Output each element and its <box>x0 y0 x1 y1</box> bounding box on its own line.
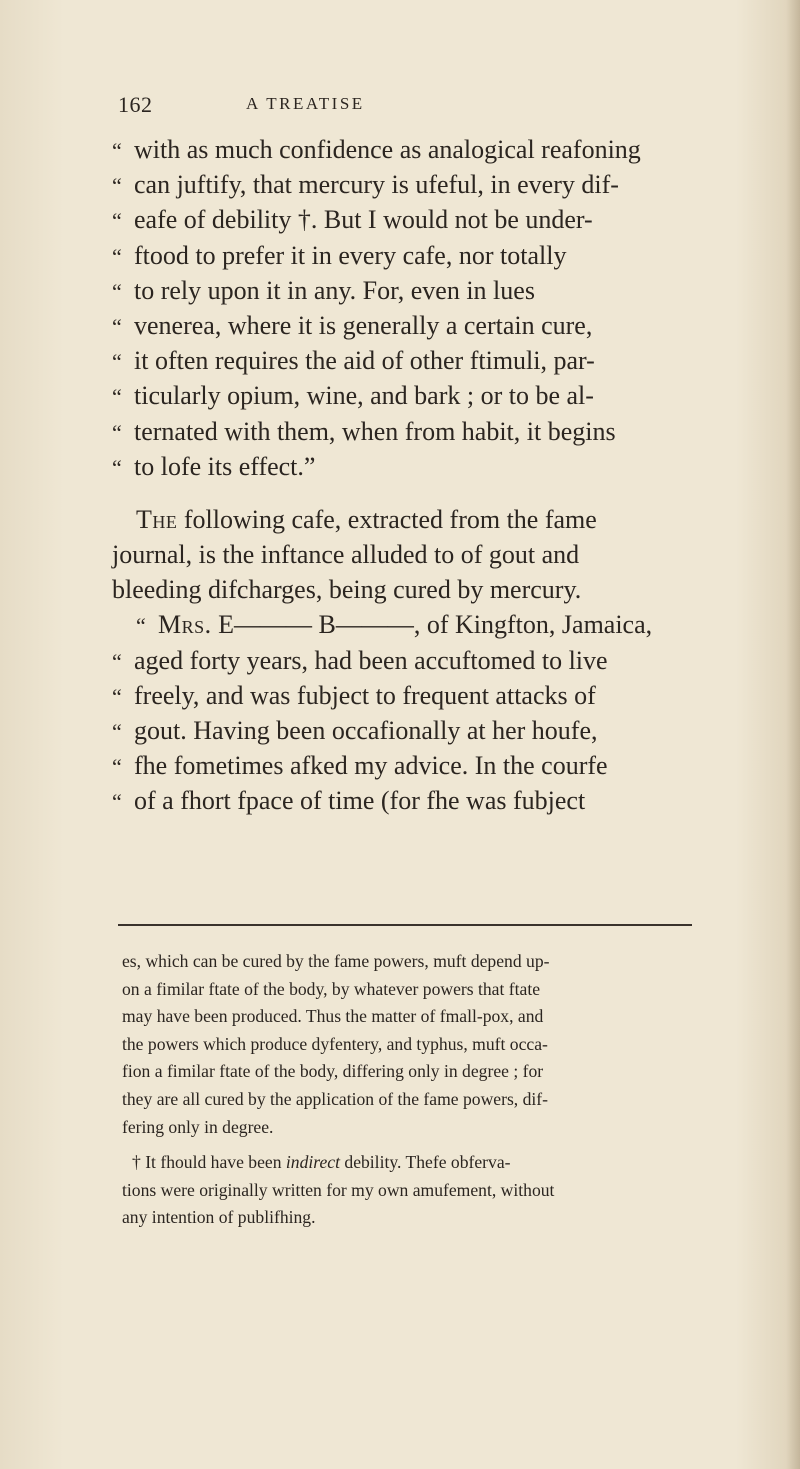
footnote-line: may have been produced. Thus the matter of fmall-pox, and <box>122 1006 544 1027</box>
text-line: “ Mrs. E——— B———, of Kingfton, Jamaica, <box>112 607 712 642</box>
text-line: The following cafe, extracted from the fame <box>136 504 597 534</box>
paragraph-lead-word: The <box>136 504 178 534</box>
text-line: “ can juftify, that mercury is ufeful, in every dif- <box>112 167 712 202</box>
page-header <box>118 92 678 122</box>
footnote-divider <box>118 924 692 926</box>
running-title: A TREATISE <box>246 94 365 113</box>
quote-mark: “ <box>112 384 122 410</box>
text-line: “ fhe fometimes afked my advice. In the courfe <box>112 748 712 783</box>
quote-mark: “ <box>112 789 122 815</box>
paragraph-lead-word: Mrs. <box>158 610 212 640</box>
text-line: “ freely, and was fubject to frequent attacks of <box>112 678 712 713</box>
quote-mark: “ <box>112 419 122 445</box>
footnote-line: tions were originally written for my own amufement, without <box>122 1179 555 1200</box>
quote-mark: “ <box>112 719 122 744</box>
quote-mark: “ <box>136 613 146 639</box>
text-line: “ with as much confidence as analogical reafoning <box>112 132 712 167</box>
quote-mark: “ <box>112 754 122 780</box>
text-line: bleeding difcharges, being cured by mercury. <box>112 575 582 605</box>
footnotes <box>122 948 702 1232</box>
footnote-line: es, which can be cured by the fame powers, muft depend up- <box>122 951 550 971</box>
footnote-line: fion a fimilar ftate of the body, differing only in degree ; for <box>122 1061 544 1082</box>
text-line: “ aged forty years, had been accuftomed to live <box>112 643 712 678</box>
footnote-line: on a fimilar ftate of the body, by whatever powers that ftate <box>122 978 541 999</box>
footnote-line: fering only in degree. <box>122 1116 274 1137</box>
dagger-footnote: † It fhould have been indirect debility. Thefe obferva- <box>132 1152 511 1173</box>
quote-mark: “ <box>112 278 122 304</box>
quote-mark: “ <box>112 349 122 375</box>
text-line: “ of a fhort fpace of time (for fhe was fubject <box>112 783 712 818</box>
quote-mark: “ <box>112 313 122 339</box>
text-line: “ ftood to prefer it in every cafe, nor totally <box>112 238 712 273</box>
text-line: “ venerea, where it is generally a certain cure, <box>112 308 712 343</box>
quote-mark: “ <box>112 208 122 234</box>
footnote-line: the powers which produce dyfentery, and typhus, muft occa- <box>122 1033 548 1054</box>
text-line: “ to rely upon it in any. For, even in lues <box>112 273 712 308</box>
page-number: 162 <box>118 92 153 117</box>
quote-mark: “ <box>112 138 122 163</box>
quote-mark: “ <box>112 683 122 709</box>
text-line: “ eafe of debility †. But I would not be under- <box>112 202 712 237</box>
page-edge-shadow <box>786 0 800 1469</box>
text-line: “ ticularly opium, wine, and bark ; or to be al- <box>112 378 712 413</box>
text-line: “ ternated with them, when from habit, it begins <box>112 414 712 449</box>
text-line: “ to lofe its effect.” <box>112 449 712 484</box>
footnote-line: any intention of publifhing. <box>122 1207 316 1228</box>
quote-mark: “ <box>112 173 122 199</box>
footnote-line: they are all cured by the application of the fame powers, dif- <box>122 1088 548 1109</box>
quote-mark: “ <box>112 648 122 674</box>
main-text <box>112 132 712 819</box>
text-line: “ it often requires the aid of other ftimuli, par- <box>112 343 712 378</box>
quote-mark: “ <box>112 454 122 480</box>
text-line: “ gout. Having been occafionally at her houfe, <box>112 713 712 748</box>
quote-mark: “ <box>112 243 122 269</box>
text-line: journal, is the inftance alluded to of gout and <box>112 540 580 570</box>
